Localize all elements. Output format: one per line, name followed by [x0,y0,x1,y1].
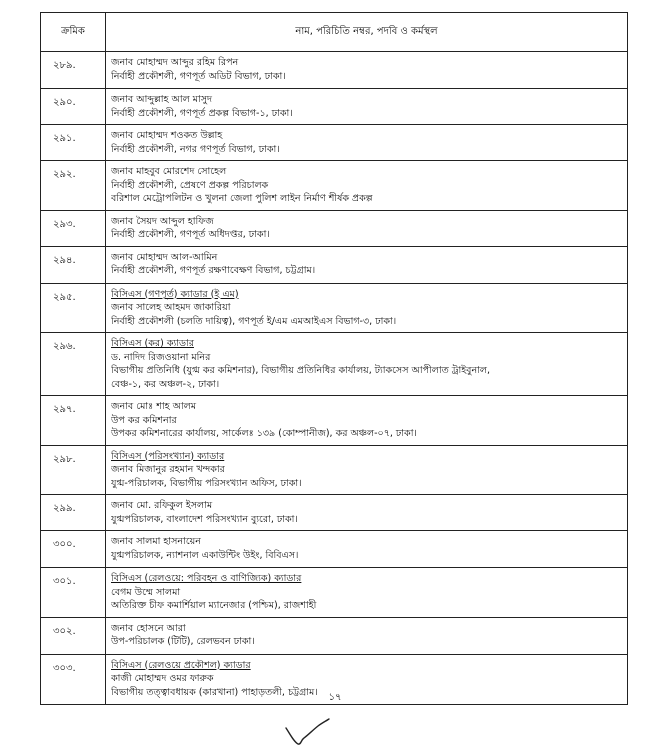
table-header-row [41,13,628,52]
table-row [41,396,628,446]
serial-number: ২৯৯. [41,495,106,531]
serial-number: ২৯০. [41,89,106,125]
officer-designation-line: নির্বাহী প্রকৌশলী, প্রেষণে প্রকল্প পরিচালক [111,179,269,191]
officer-name: জনাব সৈয়দ আব্দুল হাফিজ [111,215,214,227]
serial-number: ২৯১. [41,125,106,161]
serial-number: ৩০২. [41,617,106,654]
serial-number: ৩০৩. [41,654,106,704]
table-row [41,445,628,495]
officer-details [106,161,628,211]
officer-designation-line: বরিশাল মেট্রোপলিটন ও খুলনা জেলা পুলিশ লাইন নির্মাণ শীর্ষক প্রকল্প [111,193,373,204]
table-row [41,283,628,333]
cadre-heading: বিসিএস (পরিসংখ্যান) ক্যাডার [111,450,225,462]
officer-designation-line: নির্বাহী প্রকৌশলী (চলতি দায়িত্ব), গণপূর্ত ই/এম এমআইএস বিভাগ-৩, ঢাকা। [111,315,397,327]
serial-number: ২৮৯. [41,52,106,89]
officer-designation-line: নির্বাহী প্রকৌশলী, নগর গণপূর্ত বিভাগ, ঢাকা। [111,143,280,155]
officer-designation-line: নির্বাহী প্রকৌশলী, গণপূর্ত অডিট বিভাগ, ঢাকা। [111,70,286,82]
table-row [41,568,628,618]
officer-details [106,283,628,333]
header-serial: ক্রমিক [41,13,106,52]
officer-details [106,89,628,125]
serial-number: ২৯৬. [41,333,106,396]
officer-designation-line: উপ কর কমিশনার [111,414,177,426]
officer-details [106,125,628,161]
table-row [41,89,628,125]
serial-number: ২৯৭. [41,396,106,446]
officer-details [106,210,628,246]
cadre-heading: বিসিএস (গণপূর্ত) ক্যাডার (ই এম) [111,288,239,300]
officer-name: জনাব মাহবুব মোরশেদ সোহেল [111,166,227,177]
serial-number: ২৯৫. [41,283,106,333]
officer-designation-line: যুগ্মপরিচালক, ন্যাশনাল একাউন্টিং উইং, বিবিএস। [111,549,299,561]
serial-number: ২৯৩. [41,210,106,246]
officer-details [106,568,628,618]
officer-details [106,617,628,654]
officer-designation-line: নির্বাহী প্রকৌশলী, গণপূর্ত প্রকল্প বিভাগ-১, ঢাকা। [111,107,293,119]
officer-designation-line: উপ-পরিচালক (টিটি), রেলভবন ঢাকা। [111,636,255,647]
officer-name: জনাব মোহাম্মদ শওকত উল্লাহ [111,130,223,141]
table-row [41,495,628,531]
officer-designation-line: বিভাগীয় প্রতিনিধি (যুগ্ম কর কমিশনার), বিভাগীয় প্রতিনিধির কার্যালয়, ট্যাকসেস আপীলাত ট্রাইবুনাল, [111,365,490,376]
page-number: ১৭ [328,692,342,703]
officer-name: কাজী মোহাম্মদ ওমর ফারুক [111,673,214,684]
officer-designation-line: নির্বাহী প্রকৌশলী, গণপূর্ত রক্ষণাবেক্ষণ বিভাগ, চট্টগ্রাম। [111,265,316,276]
officer-designation-line: যুগ্মপরিচালক, বাংলাদেশ পরিসংখ্যান ব্যুরো, ঢাকা। [111,513,298,525]
officer-designation-line: যুগ্ম-পরিচালক, বিভাগীয় পরিসংখ্যান অফিস, ঢাকা। [111,477,302,489]
cadre-heading: বিসিএস (রেলওয়ে: পরিবহন ও বাণিজ্যিক) ক্যাডার [111,573,302,584]
officer-designation-line: উপকর কমিশনারের কার্যালয়, সার্কেলঃ ১৩৯ (কোম্পানীজ), কর অঞ্চল-০৭, ঢাকা। [111,428,417,439]
officer-name: জনাব মোঃ শাহ আলম [111,401,197,412]
serial-number: ২৯৪. [41,246,106,283]
officer-name: জনাব মোহাম্মদ আব্দুর রহিম রিপন [111,57,239,68]
officer-name: জনাব মিজানুর রহমান খন্দকার [111,464,225,475]
officer-details [106,495,628,531]
officer-name: জনাব মোহাম্মদ আল-আমিন [111,251,218,263]
officer-name: জনাব আব্দুল্লাহ আল মাসুদ [111,94,212,105]
header-details: নাম, পরিচিতি নম্বর, পদবি ও কর্মস্থল [106,13,628,52]
table-row [41,333,628,396]
serial-number: ৩০১. [41,568,106,618]
table-body [41,52,628,705]
officer-designation-line: বিভাগীয় তত্ত্বাবধায়ক (কারখানা) পাহাড়তলী, চট্টগ্রাম। [111,686,318,698]
officer-name: বেগম উম্মে সালমা [111,586,181,598]
serial-number: ২৯৮. [41,445,106,495]
officer-name: ড. নাদিদ রিজওয়ানা মনির [111,351,211,363]
table-row [41,52,628,89]
serial-number: ২৯২. [41,161,106,211]
officer-name: জনাব সালেহ আহমদ জাকারিয়া [111,302,231,313]
serial-number: ৩০০. [41,531,106,568]
cadre-heading: বিসিএস (রেলওয়ে প্রকৌশল) ক্যাডার [111,659,251,671]
officer-details [106,531,628,568]
officer-designation-line: বেঞ্চ-১, কর অঞ্চল-২, ঢাকা। [111,378,220,390]
table-row [41,210,628,246]
table-row [41,531,628,568]
table-row [41,246,628,283]
officer-name: জনাব মো. রফিকুল ইসলাম [111,500,213,511]
officer-details [106,445,628,495]
signature-mark [282,716,332,748]
table-row [41,125,628,161]
cadre-heading: বিসিএস (কর) ক্যাডার [111,338,194,349]
officer-designation-line: নির্বাহী প্রকৌশলী, গণপূর্ত অধিদপ্তর, ঢাকা। [111,229,270,240]
officer-name: জনাব হোসনে আরা [111,622,186,634]
table-row [41,617,628,654]
officer-details [106,52,628,89]
officer-details [106,333,628,396]
officer-details [106,246,628,283]
table-row [41,161,628,211]
officer-list-table [40,12,628,705]
officer-designation-line: অতিরিক্ত চীফ কমার্শিয়াল ম্যানেজার (পশ্চিম), রাজশাহী [111,600,317,611]
officer-name: জনাব সালমা হাসনায়েন [111,536,201,547]
officer-details [106,396,628,446]
